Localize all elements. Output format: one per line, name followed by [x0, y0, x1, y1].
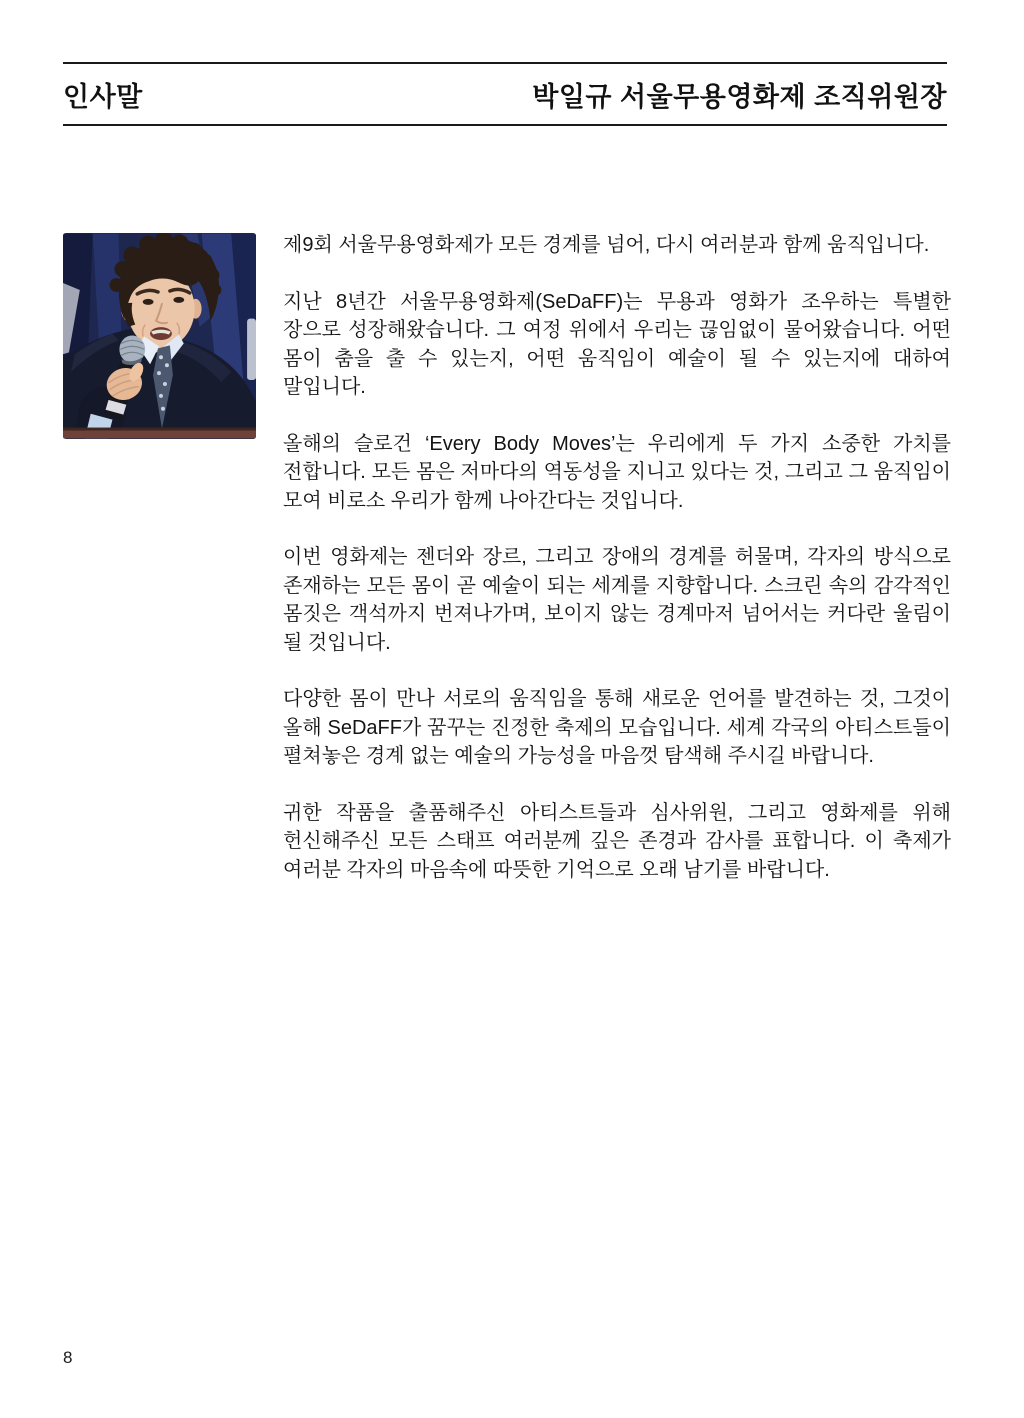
page-number: 8: [63, 1348, 73, 1367]
chairman-photo-illustration: [63, 233, 256, 439]
page-header: [63, 64, 947, 124]
greeting-paragraph: 올해의 슬로건 ‘Every Body Moves’는 우리에게 두 가지 소중한 가치를 전합니다. 모든 몸은 저마다의 역동성을 지니고 있다는 것, 그리고 그 움직임이 모여 비로소 우리가 함께 나아간다는 것입니다.: [283, 432, 951, 512]
greeting-paragraph: 제9회 서울무용영화제가 모든 경계를 넘어, 다시 여러분과 함께 움직입니다.: [283, 234, 930, 256]
greeting-paragraph: 귀한 작품을 출품해주신 아티스트들과 심사위원, 그리고 영화제를 위해 헌신해주신 모든 스태프 여러분께 깊은 존경과 감사를 표합니다. 이 축제가 여러분 각자의 마음속에 따뜻한 기억으로 오래 남기를 바랍니다.: [283, 801, 951, 881]
greeting-paragraph: 이번 영화제는 젠더와 장르, 그리고 장애의 경계를 허물며, 각자의 방식으로 존재하는 모든 몸이 곧 예술이 되는 세계를 지향합니다. 스크린 속의 감각적인 몸짓은 객석까지 번져나가며, 보이지 않는 경계마저 넘어서는 커다란 울림이 될 것입니다.: [283, 546, 951, 654]
table-edge: [63, 431, 256, 439]
greeting-text: [283, 231, 951, 912]
greeting-paragraph: 다양한 몸이 만나 서로의 움직임을 통해 새로운 언어를 발견하는 것, 그것이 올해 SeDaFF가 꿈꾸는 진정한 축제의 모습입니다. 세계 각국의 아티스트들이 펼쳐놓은 경계 없는 예술의 가능성을 마음껏 탐색해 주시길 바랍니다.: [283, 688, 951, 767]
greeting-paragraph: 지난 8년간 서울무용영화제(SeDaFF)는 무용과 영화가 조우하는 특별한 장으로 성장해왔습니다. 그 여정 위에서 우리는 끊임없이 물어왔습니다. 어떤 몸이 춤을 출 수 있는지, 어떤 움직임이 예술이 될 수 있는지에 대하여 말입니다.: [283, 290, 951, 398]
header-rule-bottom: [63, 124, 947, 126]
chairman-photo: [63, 233, 256, 439]
author-title: 박일규 서울무용영화제 조직위원장: [532, 81, 947, 112]
section-title: 인사말: [63, 81, 143, 112]
